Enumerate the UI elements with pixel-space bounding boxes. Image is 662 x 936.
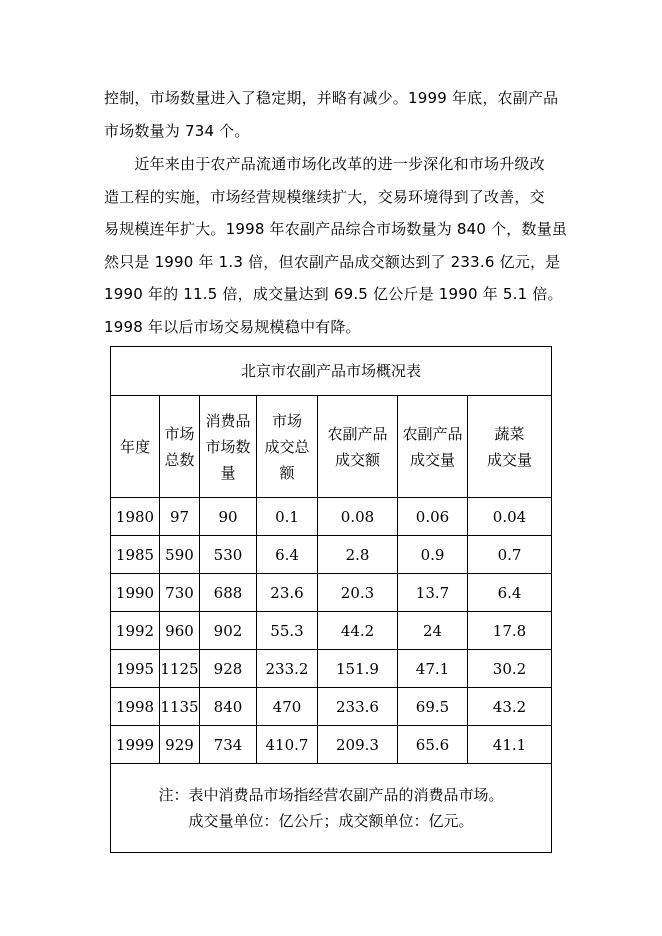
table-cell: 688 [200, 574, 257, 612]
table-cell: 1995 [111, 650, 160, 688]
table-cell: 41.1 [468, 726, 552, 764]
paragraph-line: 1990 年的 11.5 倍，成交量达到 69.5 亿公斤是 1990 年 5.1 倍。 [104, 285, 563, 303]
header-market-total [160, 396, 200, 498]
table-row [111, 498, 552, 536]
header-label: 农副产品 [402, 424, 463, 443]
paragraph-line: 造工程的实施，市场经营规模继续扩大，交易环境得到了改善，交 [104, 187, 545, 206]
table-cell: 410.7 [257, 726, 318, 764]
table-cell: 55.3 [257, 612, 318, 650]
header-farm-volume [398, 396, 468, 498]
table-cell: 1990 [111, 574, 160, 612]
table-row [111, 650, 552, 688]
table-cell: 960 [160, 612, 200, 650]
header-label: 市场 [164, 424, 195, 443]
table-cell: 0.06 [398, 498, 468, 536]
header-label: 蔬菜 [494, 424, 525, 443]
table-cell: 902 [200, 612, 257, 650]
table-cell: 1999 [111, 726, 160, 764]
header-label: 成交量 [486, 450, 532, 469]
header-consumer-market-count [200, 396, 257, 498]
table-cell: 44.2 [318, 612, 398, 650]
table-row [111, 688, 552, 726]
table-caption-row [111, 347, 552, 396]
paragraph-2 [104, 148, 568, 343]
table-cell: 6.4 [468, 574, 552, 612]
paragraph-line: 市场数量为 734 个。 [104, 121, 250, 140]
table-cell: 1985 [111, 536, 160, 574]
table-cell: 928 [200, 650, 257, 688]
header-vegetable-volume [468, 396, 552, 498]
header-label: 年度 [119, 437, 150, 456]
table-cell: 151.9 [318, 650, 398, 688]
table-cell: 590 [160, 536, 200, 574]
table-cell: 470 [257, 688, 318, 726]
paragraph-line: 近年来由于农产品流通市场化改革的进一步深化和市场升级改 [104, 155, 545, 173]
table-cell: 97 [160, 498, 200, 536]
table-cell: 1125 [160, 650, 200, 688]
table-cell: 209.3 [318, 726, 398, 764]
table-cell: 1998 [111, 688, 160, 726]
table-title: 北京市农副产品市场概况表 [111, 347, 552, 396]
table-cell: 1135 [160, 688, 200, 726]
table-cell: 1992 [111, 612, 160, 650]
table-cell: 530 [200, 536, 257, 574]
paragraph-line: 易规模连年扩大。1998 年农副产品综合市场数量为 840 个，数量虽 [104, 220, 568, 238]
table-cell: 0.7 [468, 536, 552, 574]
table-cell: 2.8 [318, 536, 398, 574]
table-cell: 0.04 [468, 498, 552, 536]
table-cell: 233.2 [257, 650, 318, 688]
header-year [111, 396, 160, 498]
table-cell: 13.7 [398, 574, 468, 612]
table-cell: 65.6 [398, 726, 468, 764]
header-label: 额 [279, 463, 295, 482]
table-notes [111, 764, 552, 853]
table-cell: 69.5 [398, 688, 468, 726]
paragraph-line: 控制，市场数量进入了稳定期，并略有减少。1999 年底，农副产品 [104, 89, 559, 107]
table-cell: 929 [160, 726, 200, 764]
table-cell: 0.9 [398, 536, 468, 574]
table-row [111, 574, 552, 612]
header-label: 市场数 [205, 437, 251, 456]
table-cell: 0.1 [257, 498, 318, 536]
table-cell: 6.4 [257, 536, 318, 574]
table-notes-row [111, 764, 552, 853]
table-cell: 24 [398, 612, 468, 650]
table-cell: 730 [160, 574, 200, 612]
table-note: 成交量单位：亿公斤；成交额单位：亿元。 [188, 812, 474, 830]
header-label: 总数 [164, 450, 195, 469]
table-cell: 840 [200, 688, 257, 726]
header-label: 农副产品 [327, 424, 388, 443]
table-cell: 43.2 [468, 688, 552, 726]
header-label: 市场 [271, 411, 302, 430]
paragraph-line: 1998 年以后市场交易规模稳中有降。 [104, 317, 361, 336]
table-cell: 20.3 [318, 574, 398, 612]
header-label: 成交量 [409, 450, 455, 469]
header-label: 成交总 [264, 437, 310, 456]
header-market-turnover [257, 396, 318, 498]
table-cell: 23.6 [257, 574, 318, 612]
table-cell: 0.08 [318, 498, 398, 536]
paragraph-1 [104, 82, 560, 147]
table-row [111, 612, 552, 650]
header-label: 量 [220, 463, 236, 482]
table-row [111, 726, 552, 764]
table-cell: 90 [200, 498, 257, 536]
table-cell: 1980 [111, 498, 160, 536]
table-row [111, 536, 552, 574]
header-label: 成交额 [334, 450, 380, 469]
table-cell: 17.8 [468, 612, 552, 650]
header-farm-turnover [318, 396, 398, 498]
header-label: 消费品 [205, 411, 251, 430]
market-overview-table [110, 346, 552, 853]
table-cell: 734 [200, 726, 257, 764]
table-cell: 30.2 [468, 650, 552, 688]
paragraph-line: 然只是 1990 年 1.3 倍，但农副产品成交额达到了 233.6 亿元，是 [104, 252, 561, 271]
table-cell: 47.1 [398, 650, 468, 688]
table-cell: 233.6 [318, 688, 398, 726]
table-note: 注：表中消费品市场指经营农副产品的消费品市场。 [158, 786, 504, 804]
table-header-row [111, 396, 552, 498]
